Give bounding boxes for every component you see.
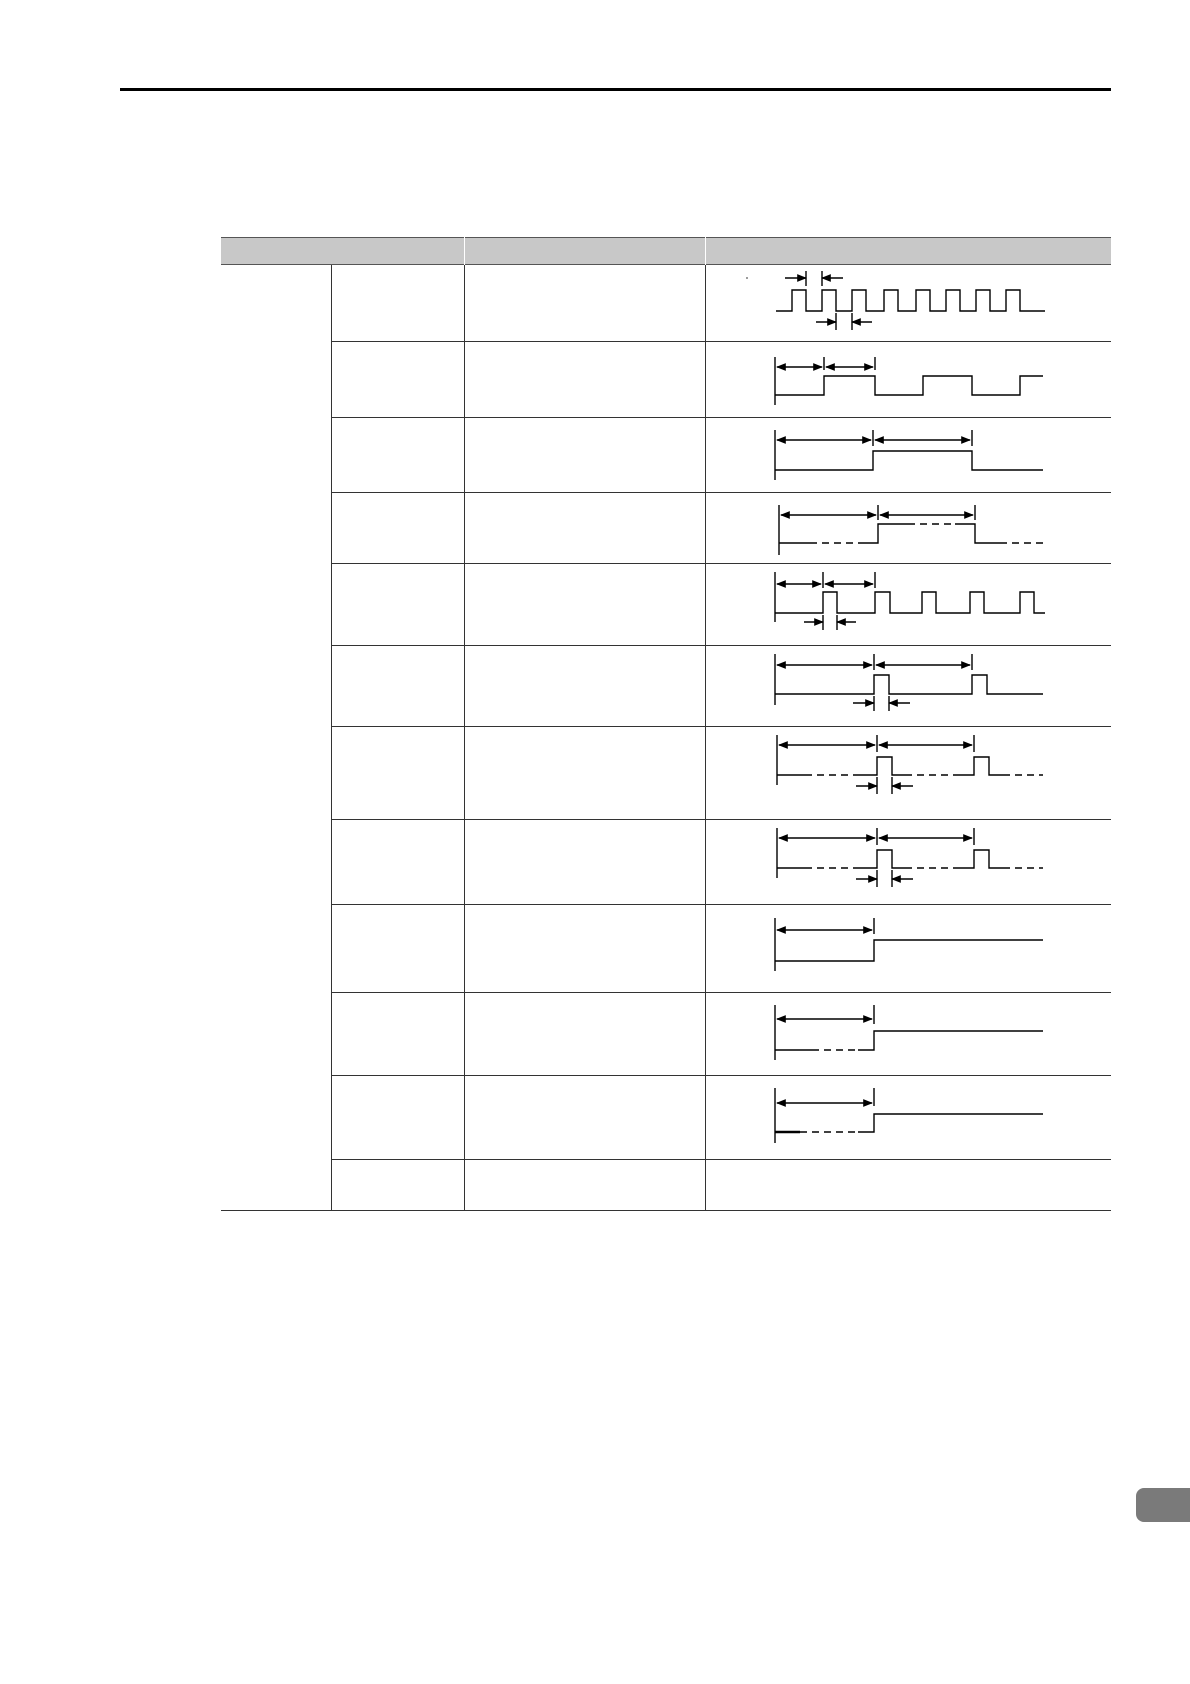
waveform-pulse-train [776, 271, 1045, 330]
stray-dot [746, 277, 748, 279]
waveform-dashed-periodic-pulse [777, 735, 1043, 794]
waveform-dashed-step-2 [775, 1088, 1043, 1143]
waveform-narrow-pulses [775, 572, 1045, 630]
waveform-dashed-step [775, 1005, 1043, 1060]
waveform-dashed-periodic-pulse-2 [777, 828, 1043, 887]
waveform-long-pulse [775, 430, 1043, 480]
waveform-square-wave [775, 357, 1043, 405]
waveform-periodic-pulse [775, 654, 1043, 711]
waveform-dashed-long-pulse [779, 505, 1043, 555]
chapter-tab [1136, 1488, 1190, 1522]
waveform-step [775, 918, 1043, 971]
